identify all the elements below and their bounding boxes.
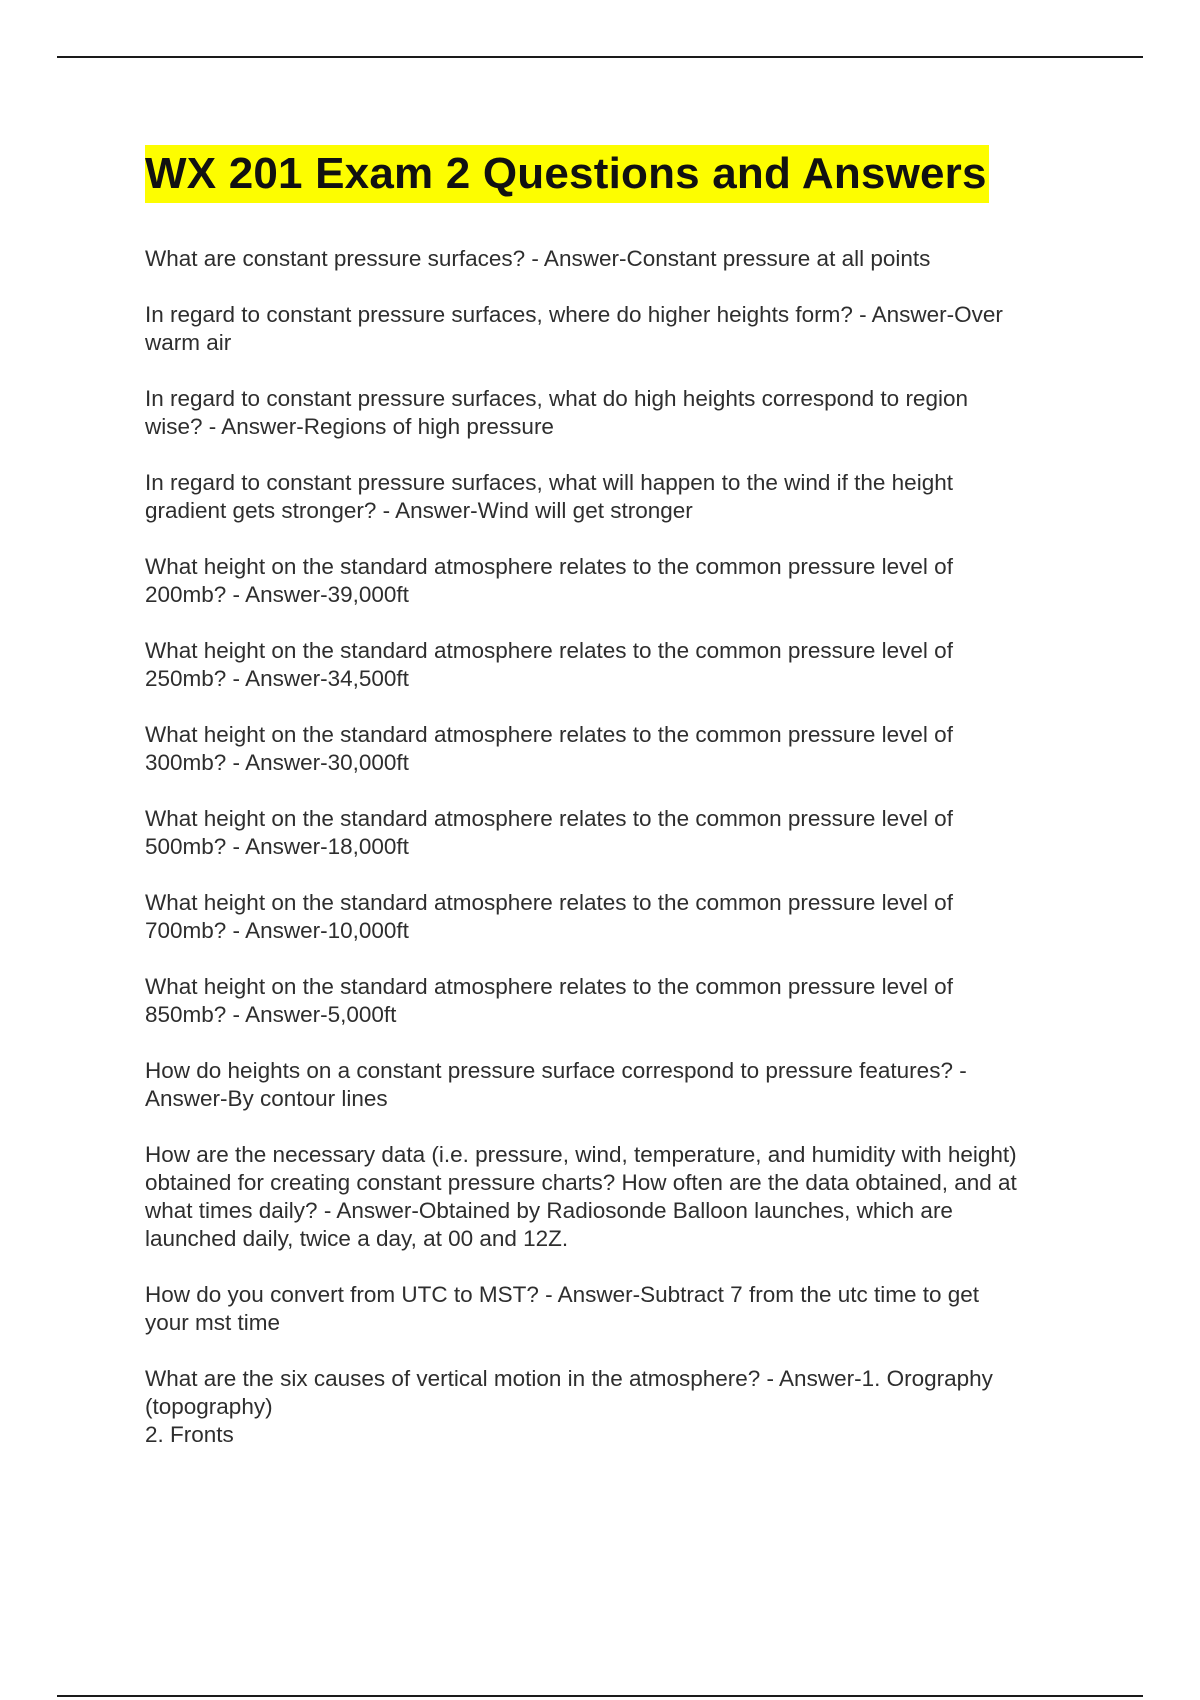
qa-line: 300mb? - Answer-30,000ft: [145, 750, 409, 775]
qa-line: your mst time: [145, 1310, 281, 1335]
qa-line: What height on the standard atmosphere relates to the common pressure level of: [145, 890, 953, 915]
qa-list: [145, 245, 1090, 1449]
qa-line: 2. Fronts: [145, 1422, 234, 1447]
qa-line: obtained for creating constant pressure charts? How often are the data obtained, and at: [145, 1170, 1017, 1195]
qa-line: 500mb? - Answer-18,000ft: [145, 834, 409, 859]
qa-item-3: [145, 385, 1090, 441]
qa-item-10: [145, 973, 1090, 1029]
qa-line: How are the necessary data (i.e. pressure, wind, temperature, and humidity with height): [145, 1142, 1017, 1167]
qa-item-5: [145, 553, 1090, 609]
qa-line: In regard to constant pressure surfaces, what do high heights correspond to region: [145, 386, 968, 411]
qa-line: (topography): [145, 1394, 273, 1419]
qa-line: Answer-By contour lines: [145, 1086, 388, 1111]
top-rule: [57, 56, 1143, 58]
qa-line: What height on the standard atmosphere relates to the common pressure level of: [145, 722, 953, 747]
document-page: [145, 145, 1090, 1477]
qa-item-12: [145, 1141, 1090, 1253]
qa-item-8: [145, 805, 1090, 861]
qa-line: How do you convert from UTC to MST? - Answer-Subtract 7 from the utc time to get: [145, 1282, 980, 1307]
qa-line: what times daily? - Answer-Obtained by Radiosonde Balloon launches, which are: [145, 1198, 953, 1223]
qa-line: 850mb? - Answer-5,000ft: [145, 1002, 397, 1027]
qa-item-2: [145, 301, 1090, 357]
qa-item-13: [145, 1281, 1090, 1337]
qa-line: 700mb? - Answer-10,000ft: [145, 918, 409, 943]
qa-item-11: [145, 1057, 1090, 1113]
qa-item-6: [145, 637, 1090, 693]
qa-line: What are constant pressure surfaces? - Answer-Constant pressure at all points: [145, 246, 931, 271]
bottom-rule: [57, 1695, 1143, 1697]
qa-line: 200mb? - Answer-39,000ft: [145, 582, 409, 607]
qa-line: How do heights on a constant pressure surface correspond to pressure features? -: [145, 1058, 967, 1083]
qa-line: In regard to constant pressure surfaces, what will happen to the wind if the height: [145, 470, 953, 495]
qa-item-7: [145, 721, 1090, 777]
qa-line: In regard to constant pressure surfaces, where do higher heights form? - Answer-Over: [145, 302, 1003, 327]
qa-line: gradient gets stronger? - Answer-Wind will get stronger: [145, 498, 693, 523]
qa-item-9: [145, 889, 1090, 945]
qa-line: What height on the standard atmosphere relates to the common pressure level of: [145, 554, 953, 579]
qa-line: What are the six causes of vertical motion in the atmosphere? - Answer-1. Orography: [145, 1366, 993, 1391]
qa-line: wise? - Answer-Regions of high pressure: [145, 414, 554, 439]
qa-item-1: [145, 245, 1090, 273]
qa-line: launched daily, twice a day, at 00 and 12Z.: [145, 1226, 569, 1251]
qa-line: What height on the standard atmosphere relates to the common pressure level of: [145, 806, 953, 831]
document-title: WX 201 Exam 2 Questions and Answers: [145, 145, 989, 203]
qa-line: What height on the standard atmosphere relates to the common pressure level of: [145, 974, 953, 999]
qa-line: 250mb? - Answer-34,500ft: [145, 666, 409, 691]
qa-line: What height on the standard atmosphere relates to the common pressure level of: [145, 638, 953, 663]
qa-item-14: [145, 1365, 1090, 1449]
qa-item-4: [145, 469, 1090, 525]
qa-line: warm air: [145, 330, 232, 355]
